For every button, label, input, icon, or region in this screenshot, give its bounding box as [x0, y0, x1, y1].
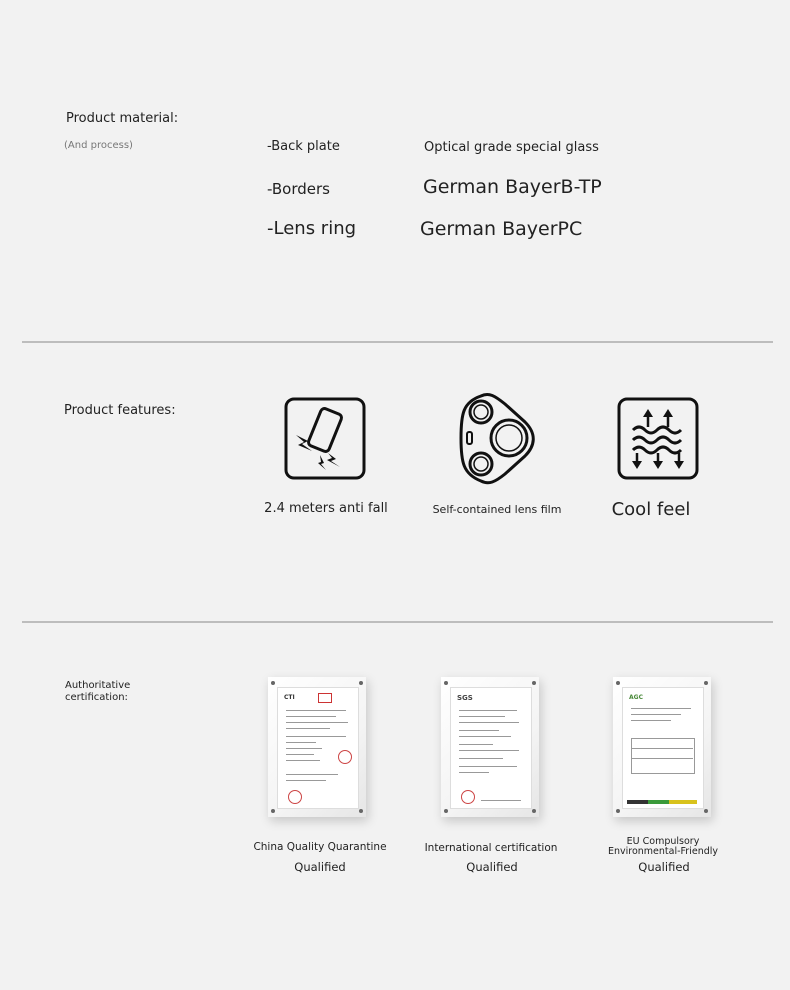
color-bar [627, 800, 697, 804]
material-value-back-plate: Optical grade special glass [424, 140, 599, 155]
certification-title-line2: certification: [65, 692, 128, 703]
phone-drop-icon [284, 397, 366, 480]
cert-qualified-international: Qualified [466, 860, 518, 874]
seal-icon [461, 790, 475, 804]
results-table [631, 738, 695, 774]
seal-icon [338, 750, 352, 764]
certificate-international [441, 677, 539, 817]
certification-title [65, 680, 130, 704]
camera-lens-icon [459, 392, 535, 485]
certificate-eu-environmental [613, 677, 711, 817]
certificate-logo: AGC [629, 694, 643, 701]
seal-icon [288, 790, 302, 804]
material-value-borders: German BayerB-TP [423, 176, 602, 198]
material-title: Product material: [66, 111, 179, 126]
certificate-logo: SGS [457, 694, 473, 702]
cooling-waves-icon [617, 397, 699, 480]
features-title: Product features: [64, 403, 176, 418]
stamp-icon [318, 693, 332, 703]
certificate-paper [277, 687, 359, 809]
feature-label-cool-feel: Cool feel [611, 499, 691, 520]
certificate-paper [450, 687, 532, 809]
divider-1 [22, 341, 773, 343]
feature-label-lens-film: Self-contained lens film [432, 503, 562, 516]
material-subtitle: (And process) [64, 140, 133, 151]
certificate-paper [622, 687, 704, 809]
certificate-china-quality [268, 677, 366, 817]
certificate-logo: CTI [284, 694, 295, 701]
material-value-lens-ring: German BayerPC [420, 218, 583, 240]
certification-title-line1: Authoritative [65, 680, 131, 691]
material-key-lens-ring: -Lens ring [267, 218, 357, 239]
cert-qualified-eu: Qualified [638, 860, 690, 874]
cert-caption-eu: EU Compulsory Environmental-Friendly [607, 836, 719, 857]
cert-caption-china: China Quality Quarantine [253, 841, 387, 853]
material-key-borders: -Borders [267, 180, 330, 198]
divider-2 [22, 621, 773, 623]
material-key-back-plate: -Back plate [267, 139, 340, 154]
cert-caption-international: International certification [424, 842, 558, 854]
cert-qualified-china: Qualified [294, 860, 346, 874]
feature-label-anti-fall: 2.4 meters anti fall [264, 501, 388, 516]
